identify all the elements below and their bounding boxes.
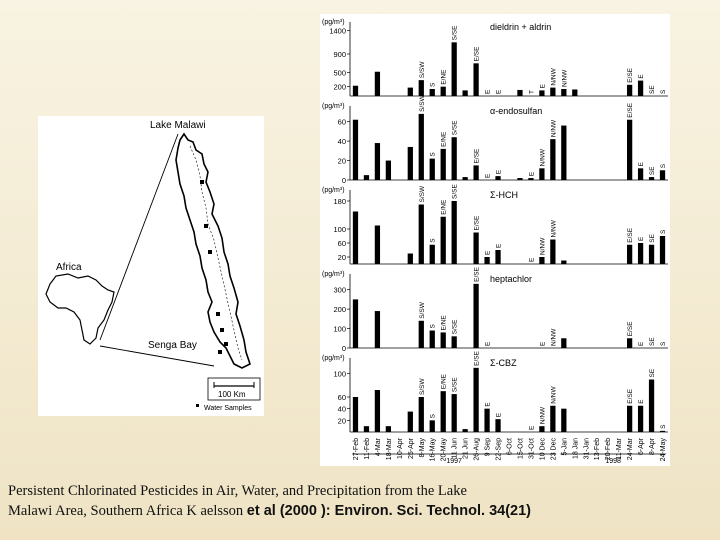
- wind-direction-label: SE: [649, 85, 657, 94]
- bar: [649, 245, 654, 264]
- x-tick-label: 22-Sep: [495, 438, 503, 461]
- bar: [386, 426, 391, 432]
- wind-direction-label: S/SW: [418, 302, 426, 319]
- wind-direction-label: E/NE: [440, 373, 448, 390]
- bar: [528, 178, 533, 180]
- africa-label: Africa: [56, 262, 82, 273]
- bar: [473, 165, 478, 180]
- x-tick-label: 18-Mar: [385, 438, 393, 461]
- bar: [495, 176, 500, 180]
- wind-direction-label: S/SW: [418, 185, 426, 203]
- bar: [452, 201, 457, 264]
- bar: [627, 120, 632, 180]
- x-tick-label: 31-Jan: [583, 438, 591, 460]
- y-tick-label: 40: [337, 404, 346, 414]
- wind-direction-label: E: [528, 171, 536, 177]
- bar: [408, 147, 413, 180]
- unit-label: (pg/m³): [322, 355, 345, 362]
- bar: [463, 429, 468, 432]
- y-tick-label: 0: [341, 176, 346, 185]
- series-title: dieldrin + aldrin: [490, 22, 552, 32]
- wind-direction-label: E: [638, 341, 646, 346]
- wind-direction-label: S/SW: [418, 95, 426, 112]
- wind-direction-label: E: [495, 243, 503, 248]
- bar: [638, 168, 643, 180]
- water-sample-point: [220, 328, 224, 332]
- wind-direction-label: SE: [649, 234, 657, 243]
- bar: [452, 137, 457, 180]
- bar: [638, 243, 643, 264]
- bar: [419, 321, 424, 348]
- wind-direction-label: E/SE: [473, 215, 481, 231]
- y-tick-label: 40: [337, 137, 346, 147]
- x-tick-label: 26-Aug: [473, 438, 481, 461]
- year-label-1997: 1997: [446, 458, 462, 465]
- bar: [353, 397, 358, 432]
- bar: [408, 88, 413, 96]
- year-label-1998: 1998: [605, 458, 621, 465]
- wind-direction-label: E/SE: [473, 351, 481, 366]
- bar: [364, 426, 369, 432]
- wind-direction-label: E: [539, 341, 547, 346]
- wind-direction-label: E: [638, 236, 646, 241]
- bar: [375, 390, 380, 432]
- x-tick-label: 13-Feb: [594, 438, 602, 461]
- y-tick-label: 100: [333, 324, 346, 334]
- lake-shoreline: [176, 134, 250, 368]
- bar: [430, 159, 435, 180]
- wind-direction-label: E: [495, 412, 503, 418]
- wind-direction-label: E/SE: [473, 46, 481, 62]
- y-tick-label: 300: [333, 285, 346, 295]
- x-tick-label: 23 Dec: [550, 438, 558, 461]
- wind-direction-label: E: [539, 84, 547, 89]
- unit-label: (pg/m³): [322, 271, 345, 278]
- y-tick-label: 60: [337, 117, 346, 127]
- lake-malawi-map: [38, 116, 264, 416]
- wind-direction-label: S/SE: [451, 184, 459, 199]
- bar: [430, 89, 435, 96]
- bar: [539, 90, 544, 96]
- bar: [484, 257, 489, 264]
- wind-direction-label: S: [429, 324, 437, 329]
- water-sample-point: [204, 224, 208, 228]
- wind-direction-label: E: [484, 402, 492, 407]
- bar: [419, 114, 424, 180]
- x-tick-label: 11-Feb: [363, 438, 371, 460]
- bar: [419, 80, 424, 96]
- x-tick-label: 20-May: [440, 438, 448, 462]
- wind-direction-label: E/SE: [627, 227, 635, 243]
- citation-caption: [8, 481, 718, 521]
- y-tick-label: 1400: [329, 26, 346, 36]
- bar: [463, 177, 468, 180]
- y-tick-label: 20: [337, 156, 346, 166]
- bay-label: Senga Bay: [148, 340, 197, 351]
- wind-direction-label: S/SE: [451, 25, 459, 41]
- y-tick-label: 20: [337, 253, 346, 262]
- wind-direction-label: S/SE: [451, 120, 459, 136]
- wind-direction-label: S: [660, 229, 668, 234]
- bar: [473, 284, 478, 348]
- wind-direction-label: E/NE: [440, 315, 448, 331]
- x-tick-label: 27-Feb: [352, 438, 360, 461]
- bar: [539, 168, 544, 180]
- wind-direction-label: S: [429, 82, 437, 87]
- x-tick-label: 9 Sep: [484, 438, 492, 457]
- bar: [408, 254, 413, 265]
- wind-direction-label: E/SE: [627, 102, 635, 118]
- wind-direction-label: N/NW: [550, 119, 558, 138]
- bar: [649, 380, 654, 433]
- water-sample-point: [208, 250, 212, 254]
- bar: [627, 85, 632, 96]
- bar: [660, 170, 665, 180]
- wind-direction-label: S: [429, 238, 437, 243]
- caption-line-2: [8, 501, 718, 521]
- bar: [375, 311, 380, 348]
- bar: [638, 81, 643, 96]
- wind-direction-label: E/NE: [440, 199, 448, 215]
- series-title: Σ-CBZ: [490, 358, 517, 368]
- wind-direction-label: N/NW: [550, 220, 558, 238]
- wind-direction-label: E: [484, 250, 492, 255]
- x-tick-label: 8-May: [418, 438, 426, 458]
- scale-label: 100 Km: [218, 390, 246, 399]
- bar: [353, 212, 358, 265]
- wind-direction-label: SE: [649, 166, 657, 176]
- bar: [452, 42, 457, 96]
- wind-direction-label: E: [484, 341, 492, 346]
- wind-direction-label: N/NW: [561, 69, 569, 87]
- wind-direction-label: E: [638, 74, 646, 79]
- wind-direction-label: E/SE: [627, 388, 635, 404]
- wind-direction-label: E: [638, 399, 646, 404]
- x-tick-label: 10-Apr: [396, 438, 404, 460]
- wind-direction-label: SE: [649, 368, 657, 378]
- caption-line-1: Persistent Chlorinated Pesticides in Air, Water, and Precipitation from the Lake: [8, 483, 467, 499]
- bar: [627, 338, 632, 348]
- x-tick-label: 31-Oct: [528, 438, 536, 460]
- x-tick-label: 15-Oct: [517, 438, 525, 460]
- water-sample-point: [216, 312, 220, 316]
- bar: [550, 88, 555, 96]
- wind-direction-label: E: [484, 89, 492, 94]
- y-tick-label: 60: [337, 393, 346, 402]
- bar: [430, 331, 435, 349]
- wind-direction-label: N/NW: [550, 386, 558, 404]
- bar: [473, 368, 478, 432]
- lake-label: Lake Malawi: [150, 120, 206, 131]
- x-tick-label: 16-May: [429, 438, 437, 462]
- bar: [561, 338, 566, 348]
- water-sample-point: [200, 180, 204, 184]
- wind-direction-label: N/NW: [539, 148, 547, 167]
- bar: [441, 217, 446, 264]
- x-tick-label: 6-Apr: [638, 438, 646, 456]
- caption-line-2-journal: et al (2000 ): Environ. Sci. Technol. 34(21): [246, 503, 531, 519]
- wind-direction-label: S: [660, 163, 668, 169]
- wind-direction-label: SE: [649, 337, 657, 346]
- bar: [452, 394, 457, 432]
- bar: [375, 72, 380, 96]
- wind-direction-label: E: [638, 161, 646, 167]
- x-tick-label: 11 Jun: [451, 438, 459, 459]
- y-tick-label: 500: [333, 68, 346, 78]
- x-tick-label: 11-Mar: [616, 438, 624, 460]
- y-tick-label: 0: [341, 344, 346, 353]
- bar: [375, 143, 380, 180]
- bar: [561, 126, 566, 180]
- bar: [441, 87, 446, 96]
- bar: [561, 89, 566, 96]
- series-title: α-endosulfan: [490, 106, 543, 116]
- series-title: heptachlor: [490, 274, 533, 284]
- wind-direction-label: S/SE: [451, 377, 459, 393]
- bar: [408, 412, 413, 432]
- bar: [572, 89, 577, 96]
- bar: [495, 250, 500, 264]
- y-tick-label: 180: [333, 197, 346, 206]
- bar: [627, 406, 632, 432]
- bar: [561, 409, 566, 432]
- bar: [638, 406, 643, 432]
- bar: [353, 120, 358, 180]
- wind-direction-label: E: [495, 89, 503, 94]
- africa-outline: [46, 274, 114, 344]
- bar: [353, 86, 358, 96]
- x-tick-label: 5-Jan: [561, 438, 569, 456]
- series-title: Σ-HCH: [490, 190, 519, 200]
- unit-label: (pg/m³): [322, 187, 345, 194]
- water-sample-point: [224, 342, 228, 346]
- water-sample-point: [218, 350, 222, 354]
- x-tick-label: 8-Apr: [649, 438, 657, 456]
- connector-top: [100, 134, 178, 340]
- y-tick-label: 20: [337, 416, 346, 426]
- legend-marker: [196, 404, 199, 407]
- bar: [539, 257, 544, 264]
- bar: [627, 245, 632, 264]
- caption-line-2-authors: Malawi Area, Southern Africa K aelsson: [8, 503, 247, 519]
- bar: [561, 261, 566, 265]
- wind-direction-label: E/NE: [440, 131, 448, 147]
- wind-direction-label: S: [429, 152, 437, 157]
- wind-direction-label: E: [528, 257, 536, 262]
- wind-direction-label: E/NE: [440, 69, 448, 85]
- wind-direction-label: T: [528, 90, 536, 94]
- x-tick-label: 25-Apr: [407, 438, 415, 460]
- bar: [649, 177, 654, 180]
- unit-label: (pg/m³): [322, 103, 345, 110]
- wind-direction-label: S: [429, 413, 437, 419]
- x-tick-label: 21 Jun: [462, 438, 470, 460]
- bar: [441, 391, 446, 432]
- wind-direction-label: N/NW: [539, 406, 547, 425]
- x-tick-label: 10 Dec: [539, 438, 547, 461]
- wind-direction-label: E/SE: [473, 267, 481, 282]
- bar: [430, 245, 435, 264]
- bar: [550, 406, 555, 432]
- bar: [495, 419, 500, 432]
- wind-direction-label: N/NW: [550, 68, 558, 86]
- wind-direction-label: S/SE: [451, 319, 459, 335]
- bar: [419, 397, 424, 432]
- y-tick-label: 200: [333, 305, 346, 315]
- bar: [364, 175, 369, 180]
- bar: [660, 431, 665, 432]
- y-tick-label: 100: [333, 369, 346, 379]
- map-panel: [38, 116, 264, 416]
- wind-direction-label: S: [660, 89, 668, 94]
- y-tick-label: 200: [333, 82, 346, 92]
- bar: [550, 139, 555, 180]
- wind-direction-label: N/NW: [550, 328, 558, 346]
- x-tick-label: 4-Mar: [374, 438, 382, 457]
- unit-label: (pg/m³): [322, 19, 345, 26]
- bar: [517, 90, 522, 96]
- bar: [353, 299, 358, 348]
- y-tick-label: 900: [333, 50, 346, 59]
- wind-direction-label: S/SW: [418, 61, 426, 79]
- pesticide-bar-charts: [320, 14, 670, 466]
- wind-direction-label: E/SE: [627, 67, 635, 83]
- bar: [419, 205, 424, 265]
- legend-label: Water Samples: [204, 405, 252, 412]
- bar: [441, 332, 446, 348]
- x-tick-label: 18 Jan: [572, 438, 580, 460]
- bar: [386, 161, 391, 180]
- y-tick-label: 100: [333, 225, 346, 234]
- wind-direction-label: E: [484, 173, 492, 178]
- bar: [473, 63, 478, 96]
- x-tick-label: 6-Oct: [506, 438, 514, 456]
- bar: [517, 178, 522, 180]
- bar: [473, 233, 478, 265]
- wind-direction-label: E/SE: [473, 148, 481, 164]
- x-tick-label: 24-May: [660, 438, 668, 462]
- bar: [441, 149, 446, 180]
- wind-direction-label: S: [660, 424, 668, 429]
- wind-direction-label: E: [528, 425, 536, 430]
- bar: [484, 409, 489, 432]
- x-tick-label: 24-Mar: [627, 438, 635, 461]
- x-tick-label: 20-Feb: [605, 438, 613, 461]
- bar: [430, 420, 435, 432]
- wind-direction-label: E/SE: [627, 321, 635, 337]
- wind-direction-label: S/SW: [418, 378, 426, 395]
- bar: [375, 226, 380, 265]
- chart-panel: [320, 14, 670, 466]
- wind-direction-label: N/NW: [539, 237, 547, 255]
- bar: [550, 240, 555, 265]
- bar: [463, 90, 468, 96]
- bar: [452, 336, 457, 348]
- wind-direction-label: E: [495, 169, 503, 175]
- wind-direction-label: S: [660, 341, 668, 346]
- bar: [539, 426, 544, 432]
- y-tick-label: 60: [337, 239, 346, 248]
- bar: [660, 236, 665, 264]
